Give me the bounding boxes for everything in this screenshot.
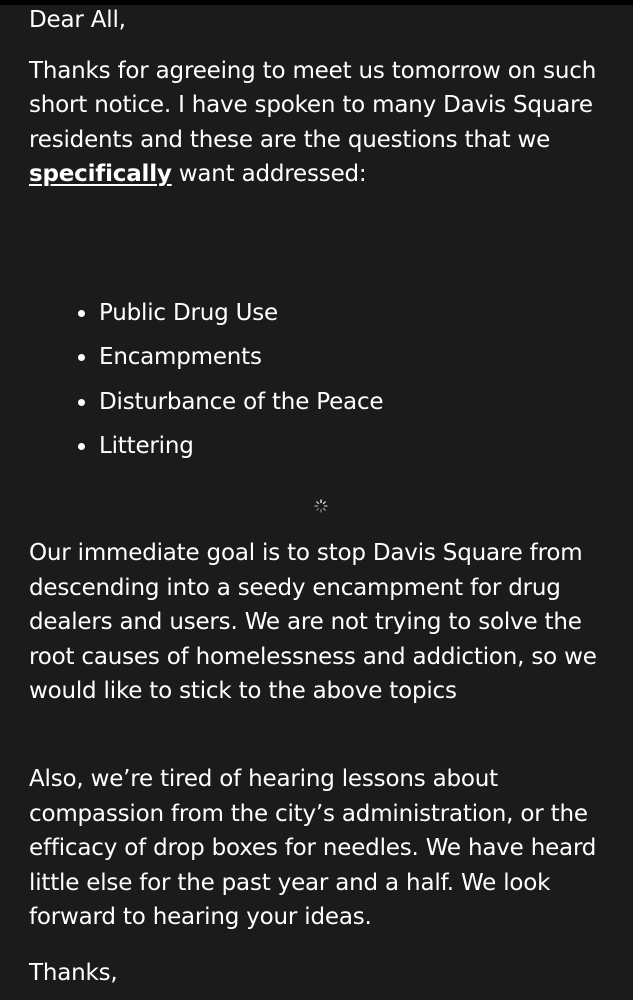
topic-label: Encampments xyxy=(99,344,262,370)
greeting: Dear All, xyxy=(29,7,126,33)
bullet-icon xyxy=(78,399,85,406)
intro-text-after: want addressed: xyxy=(171,161,367,187)
intro-text-before: Thanks for agreeing to meet us tomorrow on such short notice. I have spoken to many Davis Square residents and these are the questions that we xyxy=(29,57,597,153)
also-paragraph: Also, we’re tired of hearing lessons about compassion from the city’s administration, or the efficacy of drop boxes for needles. We have heard little else for the past year and a half. We look forward to hearing your ideas. xyxy=(29,766,597,930)
bullet-icon xyxy=(78,354,85,361)
goal-paragraph: Our immediate goal is to stop Davis Square from descending into a seedy encampment for drug dealers and users. We are not trying to solve the root causes of homelessness and addiction, so we would like to stick to the above topics xyxy=(29,540,597,704)
intro-paragraph xyxy=(29,54,619,192)
topic-label: Disturbance of the Peace xyxy=(99,388,384,415)
email-body xyxy=(29,3,619,474)
signoff: Thanks, xyxy=(29,960,118,986)
list-item xyxy=(71,385,619,430)
topic-list xyxy=(29,296,619,474)
intro-emphasis: specifically xyxy=(29,161,172,187)
bullet-icon xyxy=(78,310,85,317)
bullet-icon xyxy=(78,443,85,450)
loading-spinner-icon xyxy=(314,499,328,513)
list-item xyxy=(71,296,619,341)
list-item xyxy=(71,429,619,474)
topic-label: Littering xyxy=(99,433,194,459)
list-item xyxy=(71,340,619,385)
topic-label: Public Drug Use xyxy=(99,299,279,326)
